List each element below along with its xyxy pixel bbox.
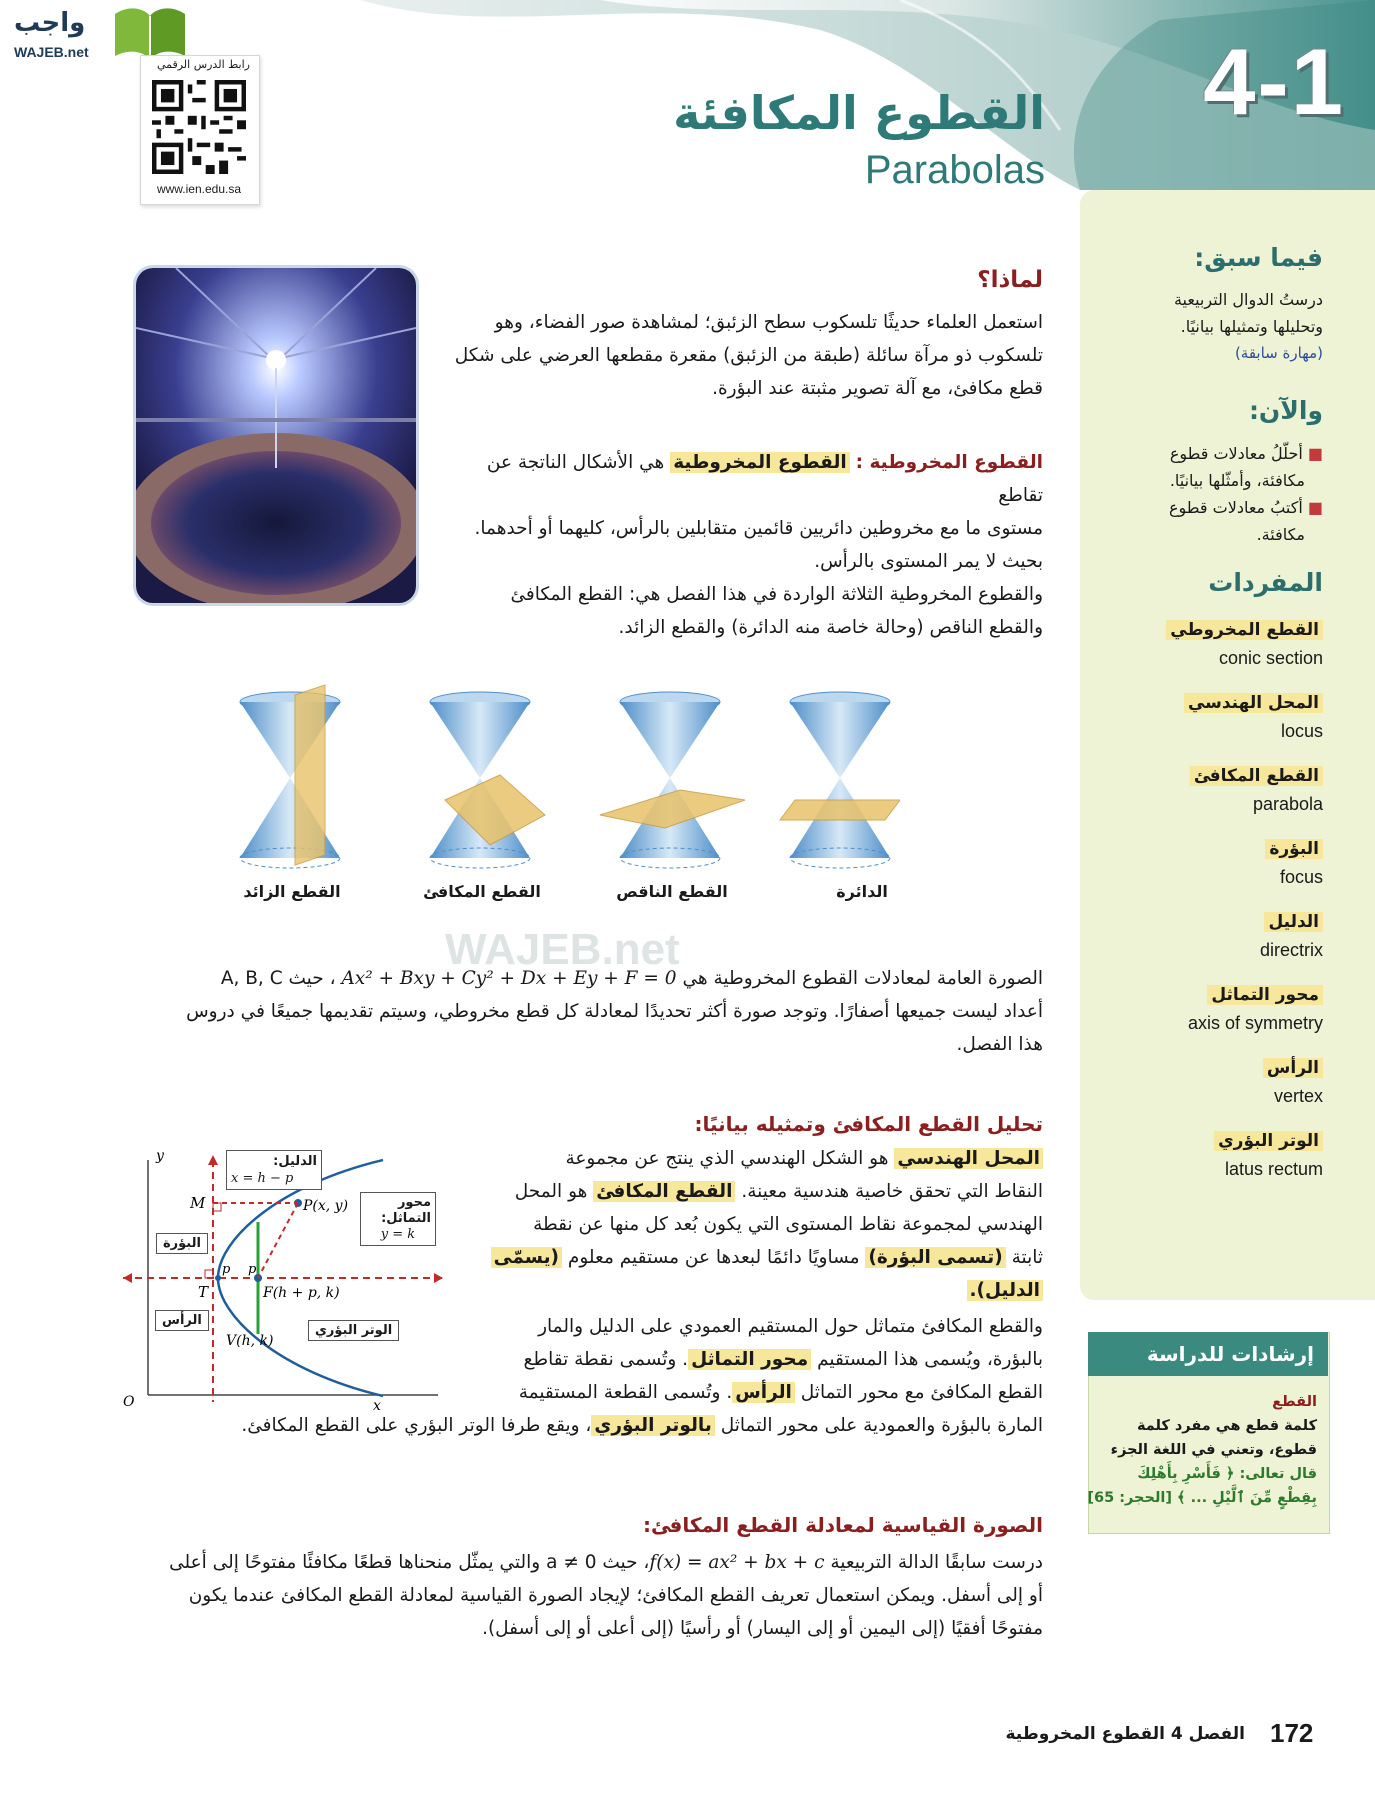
study-tip-subheading: القطع [1272, 1394, 1317, 1410]
analysis-term: الدليل). [967, 1280, 1043, 1301]
conic-line: والقطوع المخروطية الثلاثة الواردة في هذا الفصل هي: القطع المكافئ [510, 584, 1043, 605]
lesson-title-arabic: القطوع المكافئة [673, 86, 1045, 140]
vocab-arabic: الوتر البؤري [1214, 1131, 1323, 1151]
vocab-list [1063, 620, 1323, 1204]
now-item: ■ أكتبُ معادلات قطوع [1168, 498, 1323, 517]
origin-label: O [123, 1394, 135, 1410]
cone-label: القطع الزائد [243, 882, 341, 901]
analysis-line: المارة بالبؤرة والعمودية على محور التماثل [720, 1415, 1043, 1436]
analysis-line: بالبؤرة، ويُسمى هذا المستقيم [817, 1349, 1043, 1370]
standard-form-heading: الصورة القياسية لمعادلة القطع المكافئ: [642, 1513, 1043, 1537]
conic-line: بحيث لا يمر المستوى بالرأس. [814, 551, 1043, 572]
analysis-line: ، ويقع طرفا الوتر البؤري على القطع المكافئ. [241, 1415, 592, 1436]
point-t-label: T [198, 1283, 209, 1301]
vocab-item [1063, 985, 1323, 1058]
now-item-2-line-1: أكتبُ معادلات قطوع [1168, 498, 1303, 517]
study-tip-line: قال تعالى: ﴿ فَأَسْرِ بِأَهْلِكَ [1137, 1466, 1317, 1482]
analysis-term: الرأس [732, 1382, 795, 1403]
analysis-heading: تحليل القطع المكافئ وتمثيله بيانيًا: [694, 1112, 1043, 1136]
vocab-arabic: المحل الهندسي [1184, 693, 1323, 713]
vocab-english: axis of symmetry [1187, 1013, 1323, 1033]
analysis-paragraph-2-end [143, 1409, 1043, 1442]
focus-callout: البؤرة [156, 1233, 208, 1254]
conic-term: القطوع المخروطية [670, 452, 850, 473]
conic-paragraph [443, 446, 1043, 644]
analysis-term: القطع المكافئ [593, 1181, 735, 1202]
directrix-callout-equation: x = h − p [231, 1171, 294, 1186]
analysis-line: هو المحل [514, 1181, 588, 1202]
vertex-point [215, 1275, 221, 1281]
previous-note: (مهارة سابقة) [1234, 344, 1323, 362]
axis-callout-label: التماثل: [381, 1211, 431, 1226]
footer-chapter-title: القطوع المخروطية [1005, 1724, 1165, 1744]
directrix-callout-label: الدليل: [273, 1154, 317, 1169]
analysis-term: (تسمى البؤرة) [865, 1247, 1005, 1268]
vocab-arabic: محور التماثل [1207, 985, 1323, 1005]
vocab-english: conic section [1218, 648, 1323, 668]
conic-line: مستوى ما مع مخروطين دائريين قائمين متقابلين بالرأس، كليهما أو أحدهما. [474, 518, 1043, 539]
vocab-english: focus [1279, 867, 1323, 887]
standard-form-line: أو إلى أسفل. ويمكن استعمال تعريف القطع المكافئ؛ لإيجاد الصورة القياسية لمعادلة القطع المكافئ عندما يكون [188, 1585, 1043, 1606]
analysis-line: والقطع المكافئ متماثل حول المستقيم العمودي على الدليل والمار [538, 1316, 1043, 1337]
vocab-item [1063, 693, 1323, 766]
vocab-item [1063, 839, 1323, 912]
vocab-english: latus rectum [1224, 1159, 1323, 1179]
now-item: ■ أحلّلُ معادلات قطوع [1169, 444, 1323, 463]
general-form-tail: ، حيث A, B, C [220, 968, 336, 989]
circle-cone [780, 692, 900, 868]
page-number: 172 [1270, 1718, 1314, 1748]
conic-line: والقطع الناقص (وحالة خاصة منه الدائرة) والقطع الزائد. [618, 617, 1043, 638]
now-item-1-line-2: مكافئة، وأمثّلها بيانيًا. [1169, 471, 1305, 490]
logo-text-arabic: واجب [14, 8, 86, 38]
previous-heading: فيما سبق: [1194, 243, 1323, 272]
analysis-line: هو الشكل الهندسي الذي ينتج عن مجموعة [565, 1148, 889, 1169]
study-tip-heading [1088, 1332, 1328, 1376]
telescope-photo [133, 265, 419, 606]
qr-label: رابط الدرس الرقمي [156, 58, 250, 71]
point-m-label: M [190, 1194, 206, 1212]
vocab-item [1063, 1058, 1323, 1131]
right-angle-marker [213, 1203, 221, 1211]
conic-sections-figure [200, 680, 900, 880]
ellipse-cone [600, 692, 745, 868]
vocab-english: locus [1280, 721, 1323, 741]
vocab-item [1063, 766, 1323, 839]
axis-arrow-left [123, 1273, 132, 1283]
general-form-text: الصورة العامة لمعادلات القطوع المخروطية هي [682, 968, 1043, 989]
standard-form-line: ، حيث a ≠ 0 والتي يمثّل منحناها قطعًا مكافئًا مفتوحًا إلى أعلى [169, 1552, 650, 1573]
analysis-paragraph-1 [483, 1142, 1043, 1307]
general-form-line: هذا الفصل. [956, 1034, 1043, 1055]
vocab-item [1063, 620, 1323, 693]
general-form-line: أعداد ليست جميعها أصفارًا. وتوجد صورة أكثر تحديدًا لمعادلة كل قطع مخروطي، وسيتم تقديمها جميعًا في دروس [186, 1001, 1043, 1022]
study-tip-line: قطوع، وتعني في اللغة الجزء [1110, 1442, 1317, 1458]
analysis-term: محور التماثل [688, 1349, 811, 1370]
now-item-1-line-1: أحلّلُ معادلات قطوع [1169, 444, 1303, 463]
x-axis-label: x [373, 1398, 381, 1410]
standard-form-line: درست سابقًا الدالة التربيعية [830, 1552, 1043, 1573]
previous-text-line-1: درستُ الدوال التربيعية [1173, 290, 1323, 309]
study-tip-heading-text: إرشادات للدراسة [1146, 1342, 1314, 1366]
axis-arrow-right [434, 1273, 443, 1283]
why-line: تلسكوب ذو مرآة سائلة (طبقة من الزئبق) مقعرة مقطعها العرضي على شكل [454, 345, 1043, 366]
axis-callout-label: محور [397, 1195, 431, 1210]
why-line: استعمل العلماء حديثًا تلسكوب سطح الزئبق؛ لمشاهدة صور الفضاء، وهو [494, 312, 1043, 333]
analysis-line: الهندسي لمجموعة نقاط المستوى التي يكون بُعد كل منها عن نقطة [533, 1214, 1043, 1235]
general-form-equation: Ax² + Bxy + Cy² + Dx + Ey + F = 0 [341, 968, 677, 989]
footer-chapter [1005, 1724, 1245, 1744]
point-p-label: P(x, y) [303, 1198, 349, 1214]
general-form-paragraph [128, 962, 1043, 1061]
axis-callout [360, 1192, 436, 1246]
analysis-line: القطع المكافئ مع محور التماثل [800, 1382, 1043, 1403]
now-heading: والآن: [1248, 396, 1323, 425]
cone-label: القطع الناقص [616, 882, 728, 901]
study-tip-line: بِقِطْعٍ مِّنَ ٱلَّيْلِ ... ﴾ [الحجر: 65] [1087, 1490, 1317, 1506]
study-tip-body [1087, 1390, 1317, 1510]
lesson-number: 4-1 [1203, 29, 1345, 134]
latus-rectum-callout: الوتر البؤري [308, 1320, 399, 1341]
footer-chapter-number: الفصل 4 [1170, 1724, 1245, 1744]
logo-text-english: WAJEB.net [14, 44, 89, 60]
point-v-label: V(h, k) [226, 1333, 274, 1349]
standard-form-equation: f(x) = ax² + bx + c [649, 1552, 825, 1573]
previous-text [1053, 286, 1323, 367]
standard-form-line: مفتوحًا أفقيًا (إلى اليمين أو إلى اليسار) أو رأسيًا (إلى أعلى أو إلى أسفل). [482, 1618, 1043, 1639]
analysis-line: ثابتة [1011, 1247, 1043, 1268]
vocab-english: parabola [1252, 794, 1323, 814]
vocab-arabic: القطع المخروطي [1166, 620, 1323, 640]
analysis-term: المحل الهندسي [894, 1148, 1043, 1169]
p-distance-label: p [222, 1262, 231, 1277]
qr-code-icon[interactable] [152, 80, 246, 174]
analysis-line: مساويًا دائمًا لبعدها عن مستقيم معلوم [567, 1247, 860, 1268]
p-distance-label: p [248, 1262, 257, 1277]
vocab-arabic: الدليل [1264, 912, 1323, 932]
analysis-line: . وتُسمى القطعة المستقيمة [518, 1382, 733, 1403]
study-tip-line: كلمة قطع هي مفرد كلمة [1136, 1418, 1317, 1434]
conic-heading: القطوع المخروطية : [855, 452, 1043, 473]
parabola-cone [430, 692, 545, 868]
point-f-label: F(h + p, k) [263, 1285, 340, 1301]
why-heading: لماذا؟ [977, 267, 1043, 293]
vocab-item [1063, 912, 1323, 985]
qr-url[interactable]: www.ien.edu.sa [156, 182, 242, 196]
analysis-line: . وتُسمى نقطة تقاطع [523, 1349, 689, 1370]
now-list [1053, 440, 1323, 548]
why-paragraph [443, 306, 1043, 405]
vocab-arabic: القطع المكافئ [1190, 766, 1323, 786]
vocab-arabic: البؤرة [1265, 839, 1323, 859]
why-line: قطع مكافئ، مع آلة تصوير مثبتة عند البؤرة. [712, 378, 1043, 399]
y-axis-label: y [156, 1148, 164, 1164]
right-angle-marker [205, 1270, 213, 1278]
axis-callout-equation: y = k [380, 1227, 416, 1242]
previous-text-line-2: وتحليلها وتمثيلها بيانيًا. [1180, 317, 1323, 336]
analysis-line: النقاط التي تحقق خاصية هندسية معينة. [741, 1181, 1043, 1202]
now-item-2-line-2: مكافئة. [1256, 525, 1305, 544]
vocab-heading: المفردات [1208, 568, 1323, 597]
directrix-arrow [208, 1155, 218, 1165]
vertex-callout: الرأس [155, 1310, 209, 1331]
vocab-english: vertex [1273, 1086, 1323, 1106]
analysis-paragraph-2 [443, 1310, 1043, 1409]
analysis-term: بالوتر البؤري [591, 1415, 714, 1436]
directrix-callout [226, 1150, 322, 1190]
vocab-arabic: الرأس [1263, 1058, 1323, 1078]
pf-segment [258, 1203, 298, 1278]
cone-label: الدائرة [836, 882, 888, 901]
watermark: WAJEB.net [445, 925, 680, 974]
analysis-term: (يسمّى [491, 1247, 562, 1268]
parabola-curve [218, 1160, 383, 1396]
conic-line: هي الأشكال الناتجة عن تقاطع [486, 452, 1043, 506]
cone-label: القطع المكافئ [423, 882, 541, 901]
lesson-title-english: Parabolas [864, 148, 1045, 192]
vocab-english: directrix [1259, 940, 1323, 960]
hyperbola-cone [240, 685, 340, 868]
standard-form-paragraph [128, 1546, 1043, 1645]
vocab-item [1063, 1131, 1323, 1204]
